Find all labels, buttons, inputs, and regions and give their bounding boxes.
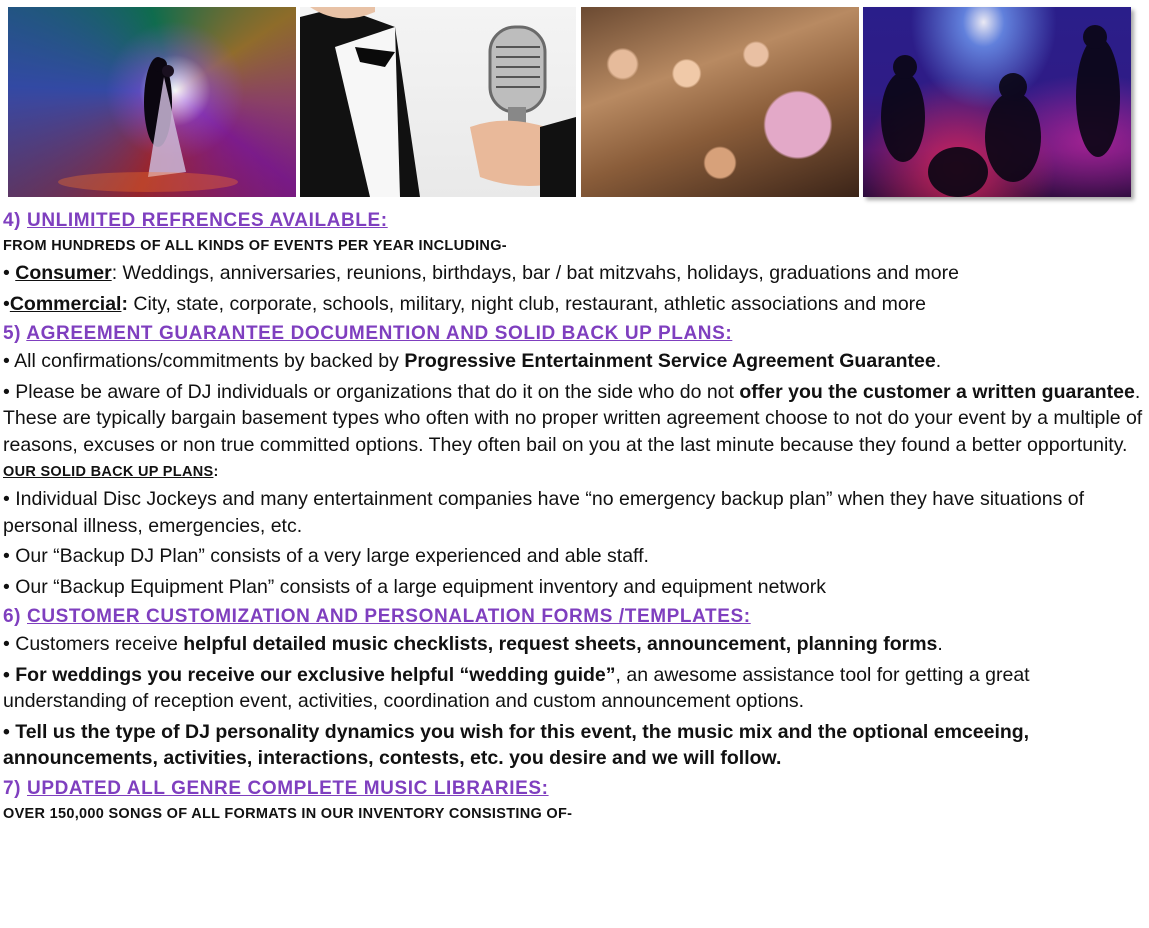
backup-plans-subheading	[3, 462, 1143, 482]
commercial-bullet	[3, 291, 1143, 318]
document-body	[3, 204, 1143, 828]
backup-bullet-2: • Our “Backup DJ Plan” consists of a very large experienced and able staff.	[3, 545, 649, 567]
text: . These are typically bargain basement types who often with no proper written agreement choose to not do your event by a multiple of reasons, excuses or non true committed options. They often bail on you at the last minute because they found a better opportunity.	[3, 380, 1143, 456]
section-title: CUSTOMER CUSTOMIZATION AND PERSONALATION FORMS /TEMPLATES:	[27, 606, 751, 627]
consumer-bullet	[3, 260, 1143, 287]
section-number: 5)	[3, 323, 22, 344]
section-7-heading	[3, 778, 1143, 800]
bold-text: • For weddings you receive our exclusive helpful “wedding guide”	[3, 663, 616, 686]
text: , an awesome assistance tool for getting a great understanding of reception event, activities, coordination and custom announcement options.	[3, 663, 1030, 712]
couple-dancing-photo	[8, 7, 296, 197]
section-number: 4)	[3, 210, 22, 231]
colon: :	[213, 464, 219, 480]
subheading-text: OUR SOLID BACK UP PLANS	[3, 464, 214, 480]
commercial-label: Commercial	[9, 292, 122, 315]
section-7-subheading: OVER 150,000 SONGS OF ALL FORMATS IN OUR INVENTORY CONSISTING OF-	[3, 805, 573, 822]
section-number: 6)	[3, 606, 22, 627]
section-4-subheading: FROM HUNDREDS OF ALL KINDS OF EVENTS PER YEAR INCLUDING-	[3, 238, 507, 254]
backup-bullet-1: • Individual Disc Jockeys and many entertainment companies have “no emergency backup plan” when they have situations of personal illness, emergencies, etc.	[3, 488, 1085, 537]
wedding-guide-bullet	[3, 662, 1143, 715]
text: .	[937, 633, 943, 655]
text: • Customers receive	[3, 633, 184, 655]
consumer-label: Consumer	[15, 262, 112, 284]
bullet: •	[3, 262, 16, 284]
consumer-text: : Weddings, anniversaries, reunions, birthdays, bar / bat mitzvahs, holidays, graduations and more	[111, 262, 959, 284]
section-title: AGREEMENT GUARANTEE DOCUMENTION AND SOLID BACK UP PLANS:	[26, 323, 733, 344]
section-number: 7)	[3, 777, 22, 799]
bullet: •	[3, 292, 10, 315]
dancers-silhouette-icon	[863, 7, 1131, 197]
guarantee-bullet	[3, 348, 1143, 375]
microphone-icon	[300, 7, 576, 197]
photo-strip	[8, 7, 1133, 197]
commercial-text: City, state, corporate, schools, military, night club, restaurant, athletic associations and more	[127, 292, 927, 315]
bold-text: helpful detailed music checklists, request sheets, announcement, planning forms	[183, 633, 938, 655]
forms-bullet	[3, 631, 1143, 658]
section-4-heading	[3, 210, 1143, 232]
bold-text: offer you the customer a written guarantee	[739, 380, 1135, 403]
dj-microphone-photo	[300, 7, 576, 197]
section-5-heading	[3, 323, 1143, 345]
text: • All confirmations/commitments by backed by	[3, 350, 405, 372]
couple-silhouette-icon	[8, 7, 296, 197]
bold-text: Progressive Entertainment Service Agreement Guarantee	[404, 350, 936, 372]
crowd-dancing-photo	[581, 7, 859, 197]
text: • Please be aware of DJ individuals or organizations that do it on the side who do not	[3, 380, 740, 403]
text: .	[935, 350, 942, 372]
bold-text: • Tell us the type of DJ personality dynamics you wish for this event, the music mix and the optional emceeing, announcements, activities, interactions, contests, etc. you desire and we will follow.	[3, 720, 1030, 769]
section-title: UNLIMITED REFRENCES AVAILABLE:	[27, 210, 388, 231]
section-title: UPDATED ALL GENRE COMPLETE MUSIC LIBRARIES:	[27, 777, 549, 799]
personality-bullet	[3, 719, 1143, 772]
section-6-heading	[3, 606, 1143, 628]
warning-bullet	[3, 379, 1143, 459]
colon: :	[121, 292, 128, 315]
dance-floor-lights-photo	[863, 7, 1131, 197]
backup-bullet-3: • Our “Backup Equipment Plan” consists of a large equipment inventory and equipment network	[3, 575, 827, 598]
